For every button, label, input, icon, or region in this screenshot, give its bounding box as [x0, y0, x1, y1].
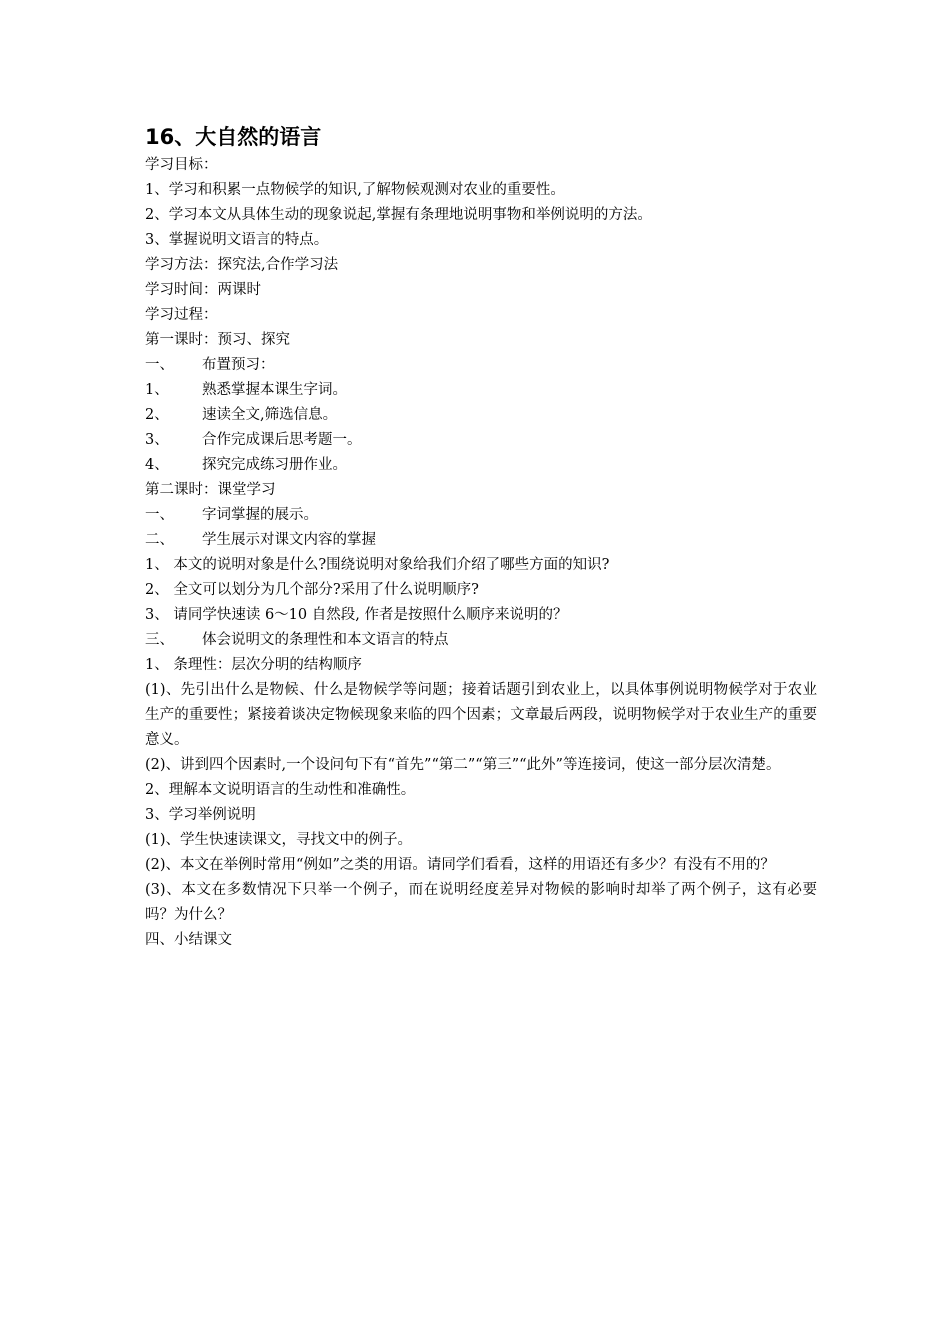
question-item: 3、 请同学快速读 6～10 自然段, 作者是按照什么顺序来说明的？ — [145, 607, 568, 623]
goal-item: 1、学习和积累一点物候学的知识,了解物候观测对农业的重要性。 — [145, 182, 565, 198]
question-item: 2、 全文可以划分为几个部分?采用了什么说明顺序? — [145, 582, 479, 598]
section-text: 学生展示对课文内容的掌握 — [202, 532, 376, 548]
point-heading: 2、理解本文说明语言的生动性和准确性。 — [145, 782, 416, 798]
item-number: 4、 — [145, 457, 169, 473]
item-text: 速读全文,筛选信息。 — [202, 407, 338, 423]
document-title: 16、大自然的语言 — [145, 125, 322, 149]
lesson2-section — [145, 628, 817, 653]
goals-heading: 学习目标： — [145, 157, 218, 173]
question-item: 1、 本文的说明对象是什么?围绕说明对象给我们介绍了哪些方面的知识? — [145, 557, 610, 573]
section-text: 体会说明文的条理性和本文语言的特点 — [202, 632, 449, 648]
section-text: 字词掌握的展示。 — [202, 507, 318, 523]
preview-item — [145, 428, 817, 453]
item-text: 熟悉掌握本课生字词。 — [202, 382, 347, 398]
section-number: 一、 — [145, 507, 174, 523]
item-number: 3、 — [145, 432, 169, 448]
goal-item: 2、学习本文从具体生动的现象说起,掌握有条理地说明事物和举例说明的方法。 — [145, 207, 652, 223]
point-paragraph: (1)、学生快速读课文，寻找文中的例子。 — [145, 832, 413, 848]
section-number: 二、 — [145, 532, 174, 548]
study-method: 学习方法：探究法,合作学习法 — [145, 257, 339, 273]
item-number: 2、 — [145, 407, 169, 423]
point-paragraph: (2)、本文在举例时常用“例如”之类的用语。请同学们看看，这样的用语还有多少？有没有不用的？ — [145, 857, 775, 873]
goal-item: 3、掌握说明文语言的特点。 — [145, 232, 329, 248]
summary-heading: 四、小结课文 — [145, 932, 232, 948]
preview-item — [145, 453, 817, 478]
lesson1-section — [145, 353, 817, 378]
lesson2-section — [145, 528, 817, 553]
section-number: 三、 — [145, 632, 174, 648]
point-paragraph: (3)、本文在多数情况下只举一个例子，而在说明经度差异对物候的影响时却举了两个例子，这有必要吗？为什么？ — [145, 882, 817, 923]
study-process: 学习过程： — [145, 307, 218, 323]
preview-item — [145, 378, 817, 403]
point-paragraph: (1)、先引出什么是物候、什么是物候学等问题；接着话题引到农业上，以具体事例说明物候学对于农业生产的重要性；紧接着谈决定物候现象来临的四个因素；文章最后两段，说明物候学对于农业生产的重要意义。 — [145, 682, 817, 748]
item-number: 1、 — [145, 382, 169, 398]
lesson2-heading: 第二课时：课堂学习 — [145, 482, 276, 498]
study-time: 学习时间：两课时 — [145, 282, 261, 298]
section-text: 布置预习： — [202, 357, 275, 373]
item-text: 合作完成课后思考题一。 — [202, 432, 362, 448]
preview-item — [145, 403, 817, 428]
point-heading: 1、 条理性：层次分明的结构顺序 — [145, 657, 362, 673]
point-paragraph: (2)、讲到四个因素时,一个设问句下有“首先”“第二”“第三”“此外”等连接词，使这一部分层次清楚。 — [145, 757, 781, 773]
item-text: 探究完成练习册作业。 — [202, 457, 347, 473]
point-heading: 3、学习举例说明 — [145, 807, 256, 823]
section-number: 一、 — [145, 357, 174, 373]
lesson1-heading: 第一课时：预习、探究 — [145, 332, 290, 348]
document-body — [145, 122, 817, 953]
lesson2-section — [145, 503, 817, 528]
